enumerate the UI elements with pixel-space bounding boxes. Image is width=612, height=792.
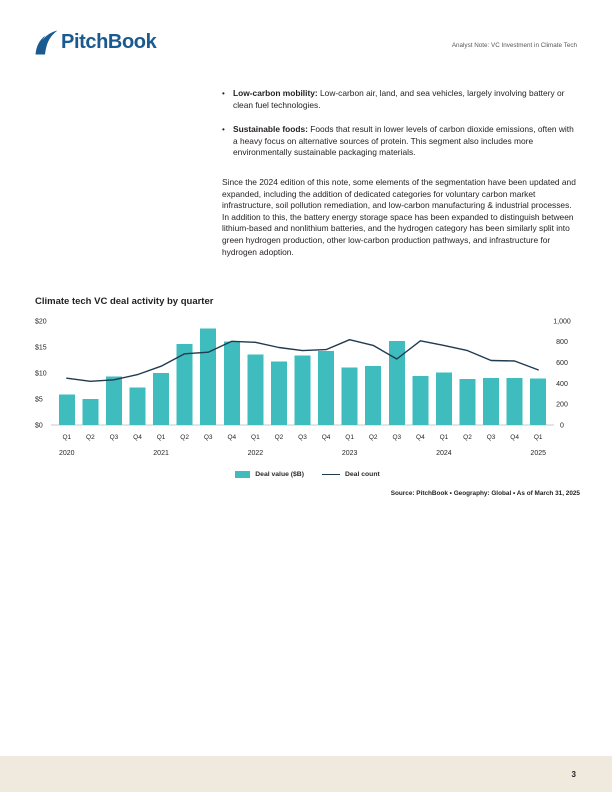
chart-canvas [35, 313, 580, 463]
x-tick-label: Q3 [486, 434, 496, 441]
x-tick-label: Q2 [463, 434, 472, 441]
right-axis-tick: 800 [556, 339, 568, 347]
list-item [222, 88, 578, 111]
left-axis-tick: $15 [35, 344, 47, 352]
x-tick-label: Q2 [180, 434, 189, 441]
page-footer [0, 756, 612, 792]
x-tick-label: Q2 [368, 434, 378, 441]
left-axis-tick: $20 [35, 318, 47, 326]
bullet-icon: • [222, 89, 225, 98]
bar-Q1-2024 [436, 372, 452, 425]
x-tick-label: Q1 [62, 434, 72, 441]
report-header-title: Analyst Note: VC Investment in Climate Tech [451, 42, 577, 49]
legend-item-deal-value [235, 471, 304, 478]
year-label: 2022 [247, 450, 264, 457]
x-tick-label: Q4 [321, 434, 331, 441]
right-axis-tick: 200 [556, 401, 568, 409]
x-tick-label: Q1 [156, 434, 166, 441]
chart-source-note: Source: PitchBook • Geography: Global • As of March 31, 2025 [390, 490, 580, 497]
bullet-text [233, 124, 578, 159]
x-tick-label: Q4 [510, 434, 519, 441]
bar-Q1-2022 [247, 354, 263, 425]
bar-Q3-2023 [389, 341, 405, 425]
x-tick-label: Q3 [298, 434, 307, 441]
legend-label: Deal count [344, 471, 380, 478]
right-axis-tick: 600 [556, 360, 568, 367]
bullet-lead: Sustainable foods: [233, 124, 308, 135]
left-axis-tick: $5 [35, 396, 43, 404]
page-number: 3 [571, 769, 576, 779]
quill-icon [35, 30, 58, 55]
year-label: 2024 [436, 450, 452, 457]
x-tick-label: Q1 [251, 434, 260, 441]
bullet-lead: Low-carbon mobility: [233, 88, 318, 98]
deal-activity-chart [35, 296, 580, 497]
bullet-icon: • [222, 125, 225, 135]
x-tick-label: Q2 [274, 434, 284, 441]
x-tick-label: Q1 [345, 434, 354, 441]
bar-Q4-2020 [130, 388, 146, 425]
bar-Q3-2022 [295, 355, 311, 425]
bar-Q2-2022 [271, 362, 287, 425]
list-item [222, 124, 578, 159]
bar-Q2-2024 [460, 379, 476, 425]
right-axis-tick: 0 [560, 422, 564, 430]
right-axis-tick: 400 [556, 380, 568, 388]
x-tick-label: Q2 [86, 434, 95, 441]
right-axis-tick: 1,000 [553, 318, 571, 326]
year-label: 2025 [530, 450, 547, 457]
left-axis-tick: $0 [35, 422, 43, 430]
year-label: 2020 [58, 450, 75, 457]
bar-Q1-2021 [153, 373, 169, 425]
bar-Q2-2023 [365, 366, 381, 425]
bar-swatch-icon [235, 471, 250, 478]
left-axis-tick: $10 [35, 370, 47, 378]
year-label: 2023 [341, 450, 358, 457]
body-copy [222, 88, 578, 258]
bar-Q4-2023 [412, 376, 428, 425]
legend-item-deal-count [322, 471, 380, 478]
bullet-body: Low-carbon air, land, and sea vehicles, largely involving battery or clean fuel technologies. [233, 88, 565, 110]
bar-Q4-2024 [507, 378, 523, 425]
bar-Q4-2022 [318, 351, 334, 425]
x-tick-label: Q1 [533, 434, 543, 441]
legend-label: Deal value ($B) [255, 471, 304, 478]
bar-Q1-2025 [530, 379, 546, 425]
line-swatch-icon [322, 474, 340, 475]
x-tick-label: Q4 [227, 434, 237, 441]
x-tick-label: Q3 [392, 434, 402, 441]
bar-Q3-2021 [200, 328, 216, 425]
bar-Q2-2020 [82, 399, 98, 425]
pitchbook-logo [35, 30, 156, 55]
x-tick-label: Q4 [133, 434, 142, 441]
bar-Q1-2023 [342, 367, 358, 425]
chart-title: Climate tech VC deal activity by quarter [35, 296, 214, 307]
x-tick-label: Q1 [439, 434, 449, 441]
x-tick-label: Q3 [109, 434, 119, 441]
bullet-text [233, 88, 578, 111]
chart-legend [35, 471, 580, 478]
x-tick-label: Q3 [203, 434, 213, 441]
paragraph: Since the 2024 edition of this note, some elements of the segmentation have been updated and expanded, including the addition of dedicated categories for voluntary carbon market infrastructure, soil pollution remediation, and low-carbon manufacturing & industrial processes. In addition to this, the battery energy storage space has been expanded to distinguish between lithium-based and nonlithium batteries, and the hydrogen category has been similarly split into green hydrogen production, other low-carbon production pathways, and infrastructure for hydrogen adoption. [222, 176, 576, 257]
bar-Q3-2020 [106, 377, 122, 425]
logo-wordmark: PitchBook [61, 31, 157, 53]
bullet-body: Foods that result in lower levels of carbon dioxide emissions, often with a heavy focus on alternative sources of protein. This segment also includes more environmentally sustainable packaging materials. [233, 124, 574, 158]
bar-Q4-2021 [224, 341, 240, 425]
year-label: 2021 [153, 450, 169, 457]
bar-Q3-2024 [483, 378, 499, 425]
x-tick-label: Q4 [416, 434, 425, 441]
bar-Q1-2020 [59, 394, 75, 425]
